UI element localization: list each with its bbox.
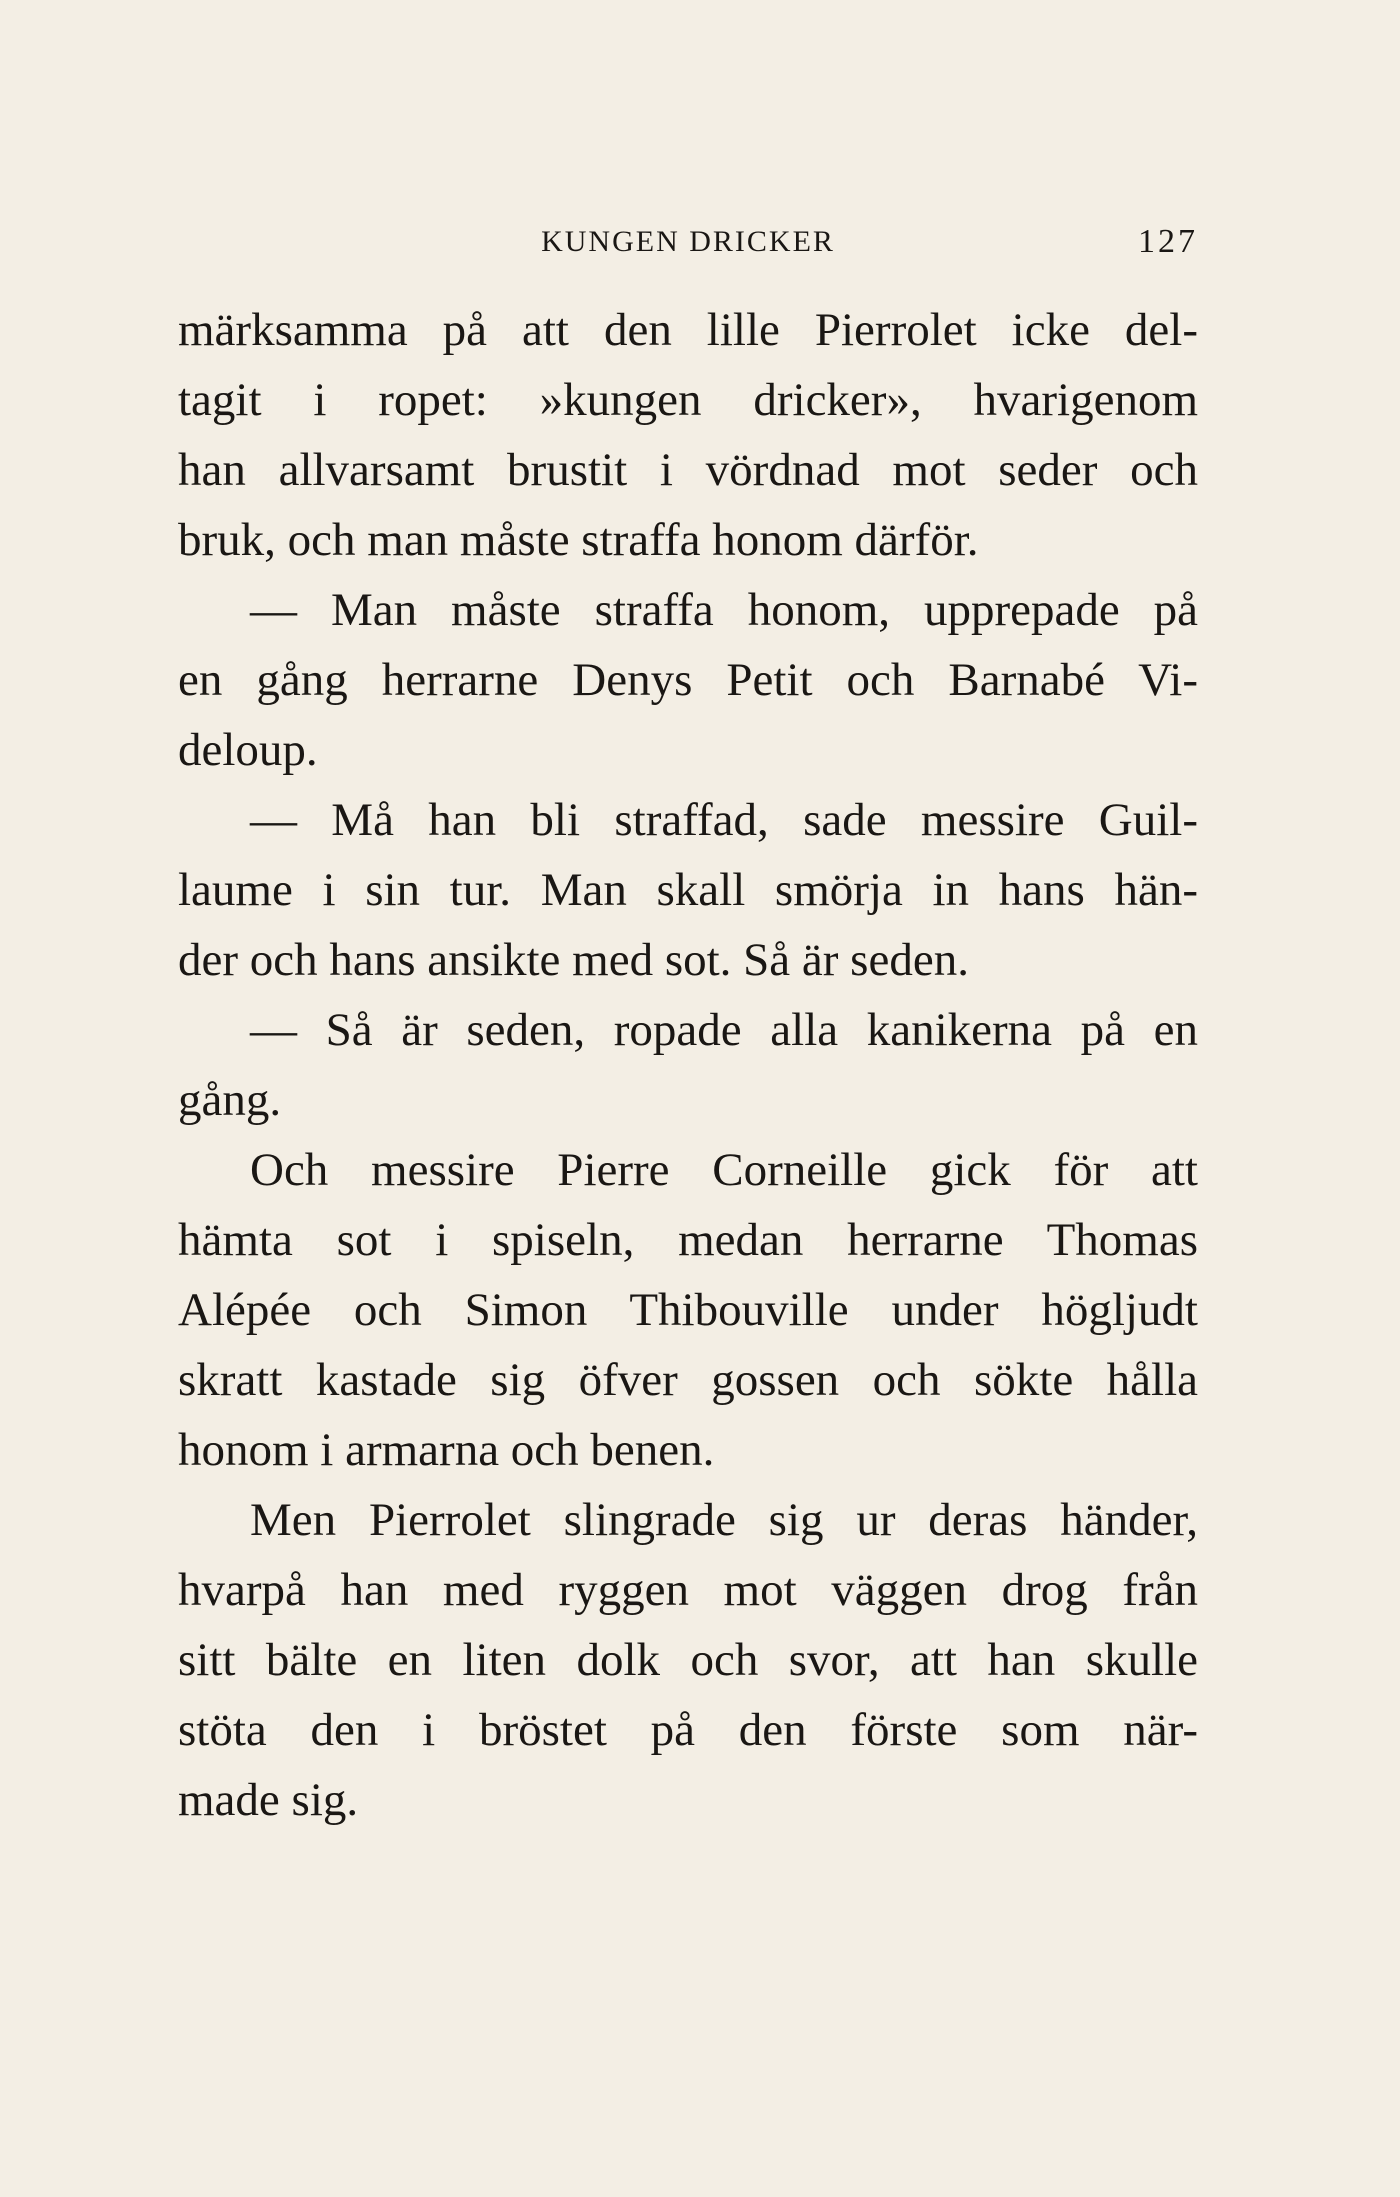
text-line: märksamma på att den lille Pierrolet icke del- (178, 304, 1198, 356)
page-number: 127 (1138, 223, 1198, 260)
text-line: der och hans ansikte med sot. Så är seden. (178, 934, 969, 986)
text-line: Och messire Pierre Corneille gick för att (250, 1144, 1198, 1196)
text-line: Alépée och Simon Thibouville under högljudt (178, 1284, 1198, 1336)
text-line: bruk, och man måste straffa honom därför. (178, 514, 979, 566)
text-line: en gång herrarne Denys Petit och Barnabé Vi- (178, 654, 1198, 706)
text-line: sitt bälte en liten dolk och svor, att han skulle (178, 1634, 1198, 1686)
text-line: — Må han bli straffad, sade messire Guil- (250, 794, 1198, 846)
text-line: hämta sot i spiseln, medan herrarne Thomas (178, 1214, 1198, 1266)
text-line: — Man måste straffa honom, upprepade på (250, 584, 1198, 636)
text-line: Men Pierrolet slingrade sig ur deras händer, (250, 1494, 1198, 1546)
text-line: hvarpå han med ryggen mot väggen drog från (178, 1564, 1198, 1616)
text-line: han allvarsamt brustit i vördnad mot seder och (178, 444, 1198, 496)
body-text (178, 295, 1198, 1835)
text-line: stöta den i bröstet på den förste som när- (178, 1704, 1198, 1756)
text-line: gång. (178, 1074, 282, 1126)
text-line: made sig. (178, 1774, 359, 1826)
text-line: skratt kastade sig öfver gossen och sökte hålla (178, 1354, 1198, 1406)
text-line: tagit i ropet: »kungen dricker», hvarigenom (178, 374, 1198, 426)
running-head (178, 222, 1198, 262)
text-line: deloup. (178, 724, 318, 776)
text-line: — Så är seden, ropade alla kanikerna på en (250, 1004, 1198, 1056)
running-title: KUNGEN DRICKER (541, 225, 835, 258)
text-line: laume i sin tur. Man skall smörja in hans hän- (178, 864, 1198, 916)
text-line: honom i armarna och benen. (178, 1424, 715, 1476)
